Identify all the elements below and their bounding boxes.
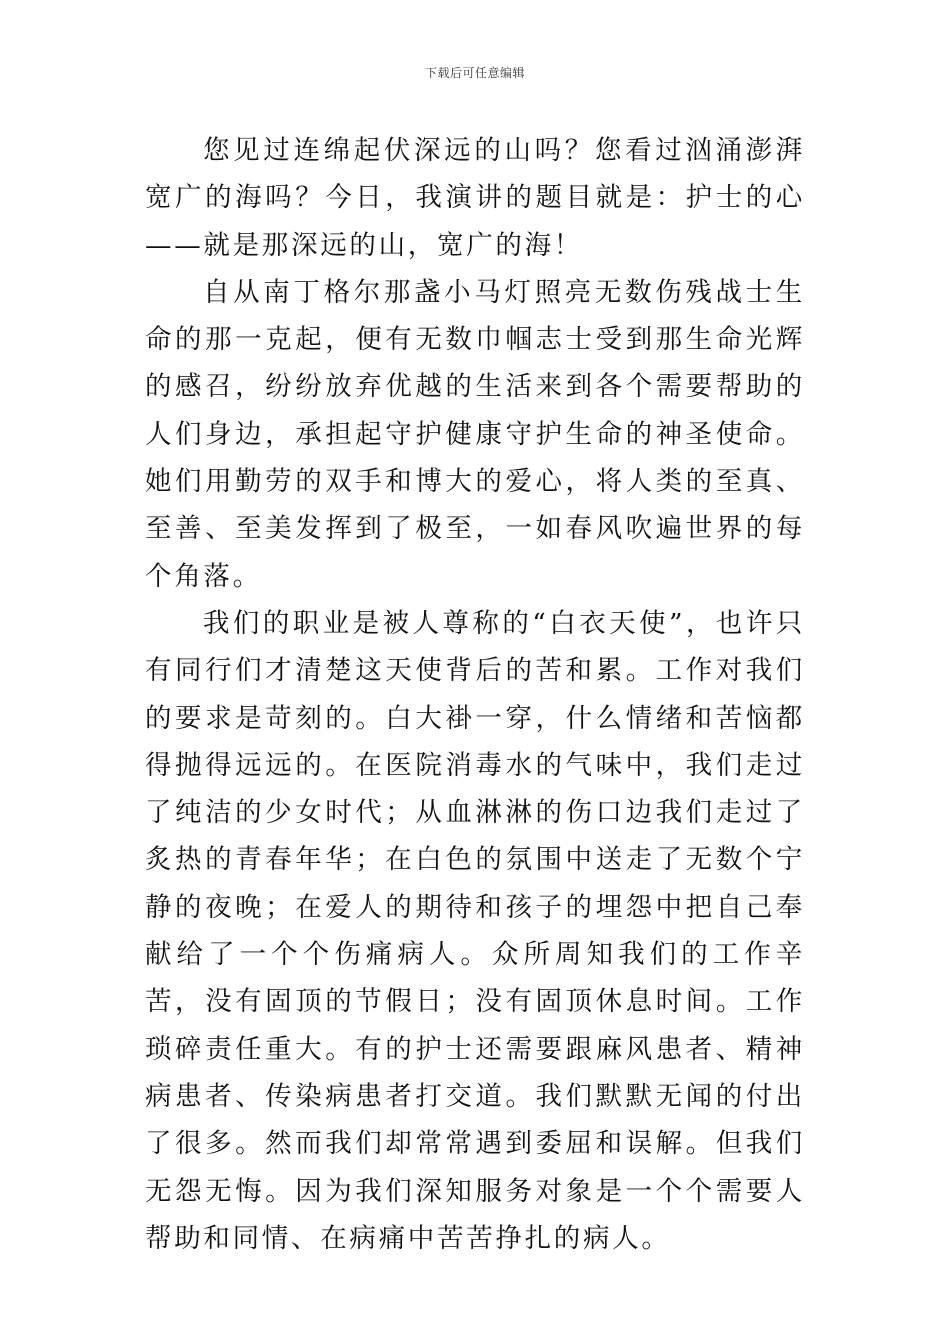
document-body xyxy=(145,127,805,1262)
paragraph-2: 自从南丁格尔那盏小马灯照亮无数伤残战士生命的那一克起，便有无数巾帼志士受到那生命光辉的感召，纷纷放弃优越的生活来到各个需要帮助的人们身边，承担起守护健康守护生命的神圣使命。她们用勤劳的双手和博大的爱心，将人类的至真、至善、至美发挥到了极至，一如春风吹遍世界的每个角落。 xyxy=(145,276,805,592)
page-header: 下载后可任意编辑 xyxy=(424,66,525,80)
paragraph-1: 您见过连绵起伏深远的山吗？您看过汹涌澎湃宽广的海吗？今日，我演讲的题目就是：护士的心——就是那深远的山，宽广的海！ xyxy=(145,135,805,261)
paragraph-3: 我们的职业是被人尊称的“白衣天使”，也许只有同行们才清楚这天使背后的苦和累。工作对我们的要求是苛刻的。白大褂一穿，什么情绪和苦恼都得抛得远远的。在医院消毒水的气味中，我们走过了纯洁的少女时代；从血淋淋的伤口边我们走过了炙热的青春年华；在白色的氛围中送走了无数个宁静的夜晚；在爱人的期待和孩子的埋怨中把自己奉献给了一个个伤痛病人。众所周知我们的工作辛苦，没有固顶的节假日；没有固顶休息时间。工作琐碎责任重大。有的护士还需要跟麻风患者、精神病患者、传染病患者打交道。我们默默无闻的付出了很多。然而我们却常常遇到委屈和误解。但我们无怨无悔。因为我们深知服务对象是一个个需要人帮助和同情、在病痛中苦苦挣扎的病人。 xyxy=(145,607,805,1254)
